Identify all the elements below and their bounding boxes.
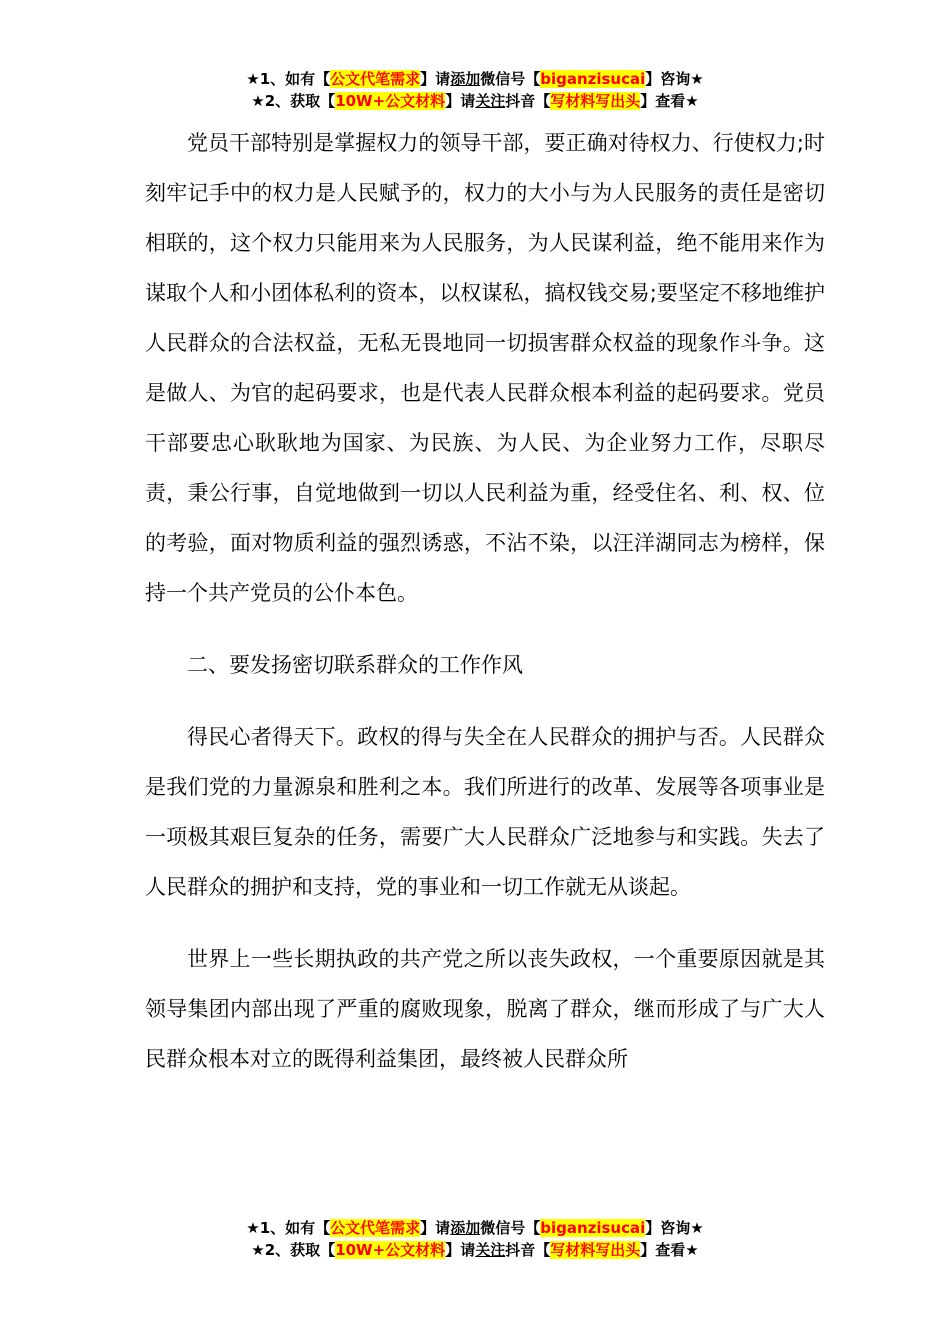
banner-underline: 添加 (450, 70, 481, 88)
footer-banner (0, 1217, 950, 1261)
header-banner (0, 68, 950, 112)
document-body (145, 118, 825, 1084)
banner-text: 】查看★ (640, 92, 699, 110)
banner-underline: 关注 (475, 1241, 506, 1259)
paragraph: 党员干部特别是掌握权力的领导干部，要正确对待权力、行使权力;时刻牢记手中的权力是人民赋予的，权力的大小与为人民服务的责任是密切相联的，这个权力只能用来为人民服务，为人民谋利益，绝不能用来作为谋取个人和小团体私利的资本，以权谋私，搞权钱交易;要坚定不移地维护人民群众的合法权益，无私无畏地同一切损害群众权益的现象作斗争。这是做人、为官的起码要求，也是代表人民群众根本利益的起码要求。党员干部要忠心耿耿地为国家、为民族、为人民、为企业努力工作，尽职尽责，秉公行事，自觉地做到一切以人民利益为重，经受住名、利、权、位的考验，面对物质利益的强烈诱惑，不沾不染，以汪洋湖同志为榜样，保持一个共产党员的公仆本色。 (145, 131, 825, 605)
banner-text: 抖音【 (505, 92, 551, 110)
banner-highlight: 10W+公文材料 (335, 92, 446, 110)
banner-text: 微信号【 (480, 1219, 541, 1237)
banner-text: 】请 (445, 1241, 476, 1259)
banner-highlight: biganzisucai (540, 70, 646, 88)
banner-text: 】查看★ (640, 1241, 699, 1259)
banner-text: ★2、获取【 (251, 1241, 336, 1259)
banner-text: 】请 (445, 92, 476, 110)
section-heading: 二、要发扬密切联系群众的工作作风 (187, 653, 523, 677)
banner-text: 】咨询★ (645, 1219, 704, 1237)
banner-underline: 添加 (450, 1219, 481, 1237)
banner-text: ★2、获取【 (251, 92, 336, 110)
banner-text: 抖音【 (505, 1241, 551, 1259)
banner-line-1 (0, 68, 950, 90)
banner-text: 】咨询★ (645, 70, 704, 88)
banner-highlight: 10W+公文材料 (335, 1241, 446, 1259)
banner-underline: 关注 (475, 92, 506, 110)
banner-highlight: 公文代笔需求 (330, 70, 421, 88)
banner-highlight: biganzisucai (540, 1219, 646, 1237)
banner-line-2 (0, 90, 950, 112)
banner-text: 微信号【 (480, 70, 541, 88)
banner-highlight: 写材料写出头 (550, 1241, 641, 1259)
banner-text: 】请 (420, 1219, 451, 1237)
banner-line-1 (0, 1217, 950, 1239)
banner-line-2 (0, 1239, 950, 1261)
banner-highlight: 写材料写出头 (550, 92, 641, 110)
paragraph: 得民心者得天下。政权的得与失全在人民群众的拥护与否。人民群众是我们党的力量源泉和胜利之本。我们所进行的改革、发展等各项事业是一项极其艰巨复杂的任务，需要广大人民群众广泛地参与和实践。失去了人民群众的拥护和支持，党的事业和一切工作就无从谈起。 (145, 725, 825, 899)
paragraph: 世界上一些长期执政的共产党之所以丧失政权，一个重要原因就是其领导集团内部出现了严重的腐败现象，脱离了群众，继而形成了与广大人民群众根本对立的既得利益集团，最终被人民群众所 (145, 947, 825, 1071)
banner-text: 】请 (420, 70, 451, 88)
banner-text: ★1、如有【 (246, 70, 331, 88)
banner-highlight: 公文代笔需求 (330, 1219, 421, 1237)
banner-text: ★1、如有【 (246, 1219, 331, 1237)
